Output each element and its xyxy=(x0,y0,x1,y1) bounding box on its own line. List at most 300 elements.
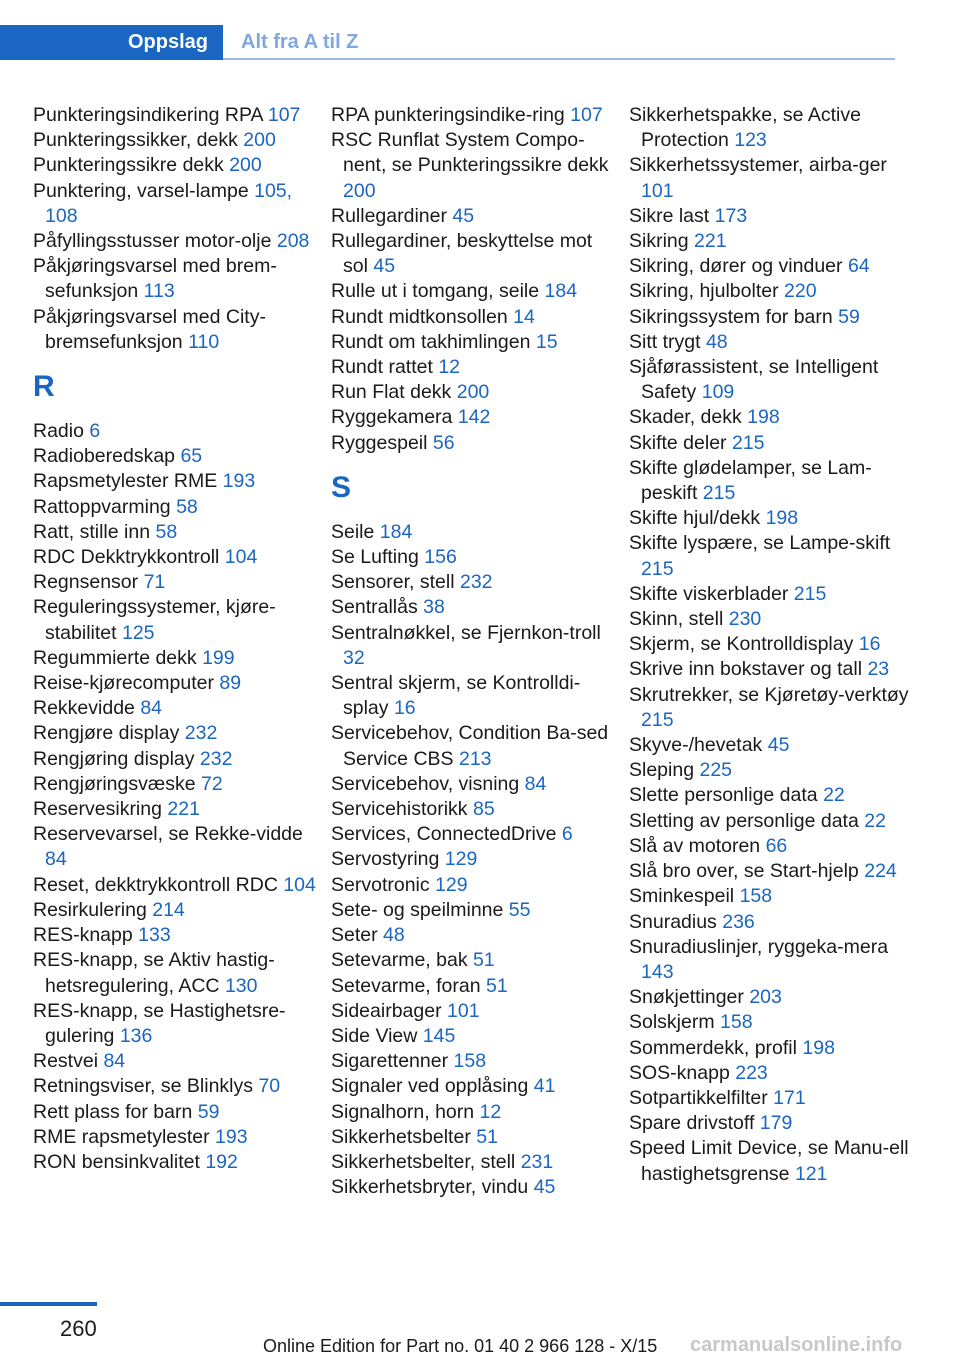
index-entry-page-link[interactable]: 192 xyxy=(205,1150,238,1173)
index-entry-page-link[interactable]: 101 xyxy=(447,999,480,1022)
index-entry-term: RES-knapp, se Aktiv hastig-hetsregulering, ACC xyxy=(33,949,275,997)
index-entry xyxy=(33,520,318,545)
index-entry xyxy=(331,873,616,898)
index-entry-term: Sikkerhetsbryter, vindu xyxy=(331,1176,529,1199)
index-entry xyxy=(331,1049,616,1074)
index-entry-page-link[interactable]: 221 xyxy=(694,230,727,253)
index-section-letter: S xyxy=(331,470,352,504)
index-entry-page-link[interactable]: 224 xyxy=(864,860,897,883)
index-entry xyxy=(629,607,919,632)
index-entry xyxy=(331,822,616,847)
index-entry-page-link[interactable]: 109 xyxy=(701,381,735,404)
index-entry xyxy=(331,1175,616,1200)
index-entry-page-link[interactable]: 16 xyxy=(393,697,416,720)
index-entry-term: Speed Limit Device, se Manu-ell hastighetsgrense xyxy=(629,1137,909,1185)
index-entry xyxy=(629,683,919,733)
index-entry-term: Rengjøring display xyxy=(33,747,195,770)
index-entry xyxy=(331,797,616,822)
index-entry-page-link[interactable]: 214 xyxy=(152,898,185,921)
index-entry-term: Sjåførassistent, se Intelligent Safety xyxy=(629,356,879,404)
index-entry-term: Run Flat dekk xyxy=(331,381,452,404)
index-entry xyxy=(33,254,318,304)
index-entry-page-link[interactable]: 71 xyxy=(143,571,166,594)
index-entry-page-link[interactable]: 133 xyxy=(138,924,171,947)
index-entry xyxy=(629,1036,919,1061)
index-entry-term: Sigarettenner xyxy=(331,1050,449,1073)
index-entry xyxy=(33,747,318,772)
index-entry xyxy=(331,1100,616,1125)
index-entry xyxy=(629,1111,919,1136)
index-entry-term: Reset, dekktrykkontroll RDC xyxy=(33,873,278,896)
index-entry-term: Servotronic xyxy=(331,873,430,896)
index-entry-term: Slå bro over, se Start-hjelp xyxy=(629,860,859,883)
index-entry-page-link[interactable]: 107 xyxy=(267,104,301,126)
index-entry-page-link[interactable]: 22 xyxy=(864,809,886,832)
index-entry-term: Rett plass for barn xyxy=(33,1100,193,1123)
index-entry-page-link[interactable]: 6 xyxy=(561,823,573,846)
index-entry-page-link[interactable]: 200 xyxy=(243,129,276,152)
index-entry xyxy=(629,103,919,153)
index-entry-page-link[interactable]: 12 xyxy=(438,356,461,379)
index-entry-page-link[interactable]: 225 xyxy=(699,759,733,782)
index-entry-term: Rattoppvarming xyxy=(33,495,171,518)
index-entry-term: Rapsmetylester RME xyxy=(33,470,218,493)
index-entry-term: Sentral skjerm, se Kontrolldi-splay xyxy=(331,672,581,720)
index-entry-term: Sentrallås xyxy=(331,596,418,619)
index-entry xyxy=(331,974,616,999)
index-entry-page-link[interactable]: 65 xyxy=(180,445,203,468)
index-entry-term: Sideairbager xyxy=(331,999,442,1022)
index-entry-page-link[interactable]: 184 xyxy=(379,520,413,543)
index-entry xyxy=(629,456,919,506)
index-entry xyxy=(331,330,616,355)
index-entry-term: Signalhorn, horn xyxy=(331,1100,475,1123)
index-entry-term: Servicebehov, visning xyxy=(331,772,520,795)
index-entry-page-link[interactable]: 145 xyxy=(422,1024,456,1047)
index-entry-page-link[interactable]: 59 xyxy=(838,305,860,328)
index-entry-page-link[interactable]: 84 xyxy=(103,1050,126,1073)
index-entry-page-link[interactable]: 179 xyxy=(759,1112,793,1135)
index-entry-term: Påfyllingsstusser motor-olje xyxy=(33,230,272,253)
index-entry xyxy=(33,103,318,128)
index-entry-term: Rengjøre display xyxy=(33,722,180,745)
index-entry-term: Sikring xyxy=(629,230,689,253)
index-entry-page-link[interactable]: 198 xyxy=(765,507,799,530)
index-entry-page-link[interactable]: 203 xyxy=(749,986,782,1009)
index-entry-page-link[interactable]: 158 xyxy=(453,1050,487,1073)
index-entry xyxy=(33,469,318,494)
index-entry-term: Radio xyxy=(33,420,84,443)
index-entry xyxy=(629,1086,919,1111)
index-entry xyxy=(629,254,919,279)
index-entry-term: Servicehistorikk xyxy=(331,798,468,821)
page-number: 260 xyxy=(60,1316,97,1341)
index-entry-term: Sikring, hjulbolter xyxy=(629,280,779,303)
index-entry-page-link[interactable]: 121 xyxy=(794,1162,828,1185)
watermark: carmanualsonline.info xyxy=(690,1334,903,1356)
index-entry xyxy=(33,797,318,822)
index-entry-term: Rundt om takhimlingen xyxy=(331,330,531,353)
index-entry xyxy=(331,520,616,545)
index-entry xyxy=(629,935,919,985)
index-entry-page-link[interactable]: 66 xyxy=(765,834,788,857)
tab-alt-fra-a-til-z-label: Alt fra A til Z xyxy=(241,31,359,53)
index-entry-page-link[interactable]: 173 xyxy=(714,204,748,227)
index-entry-page-link[interactable]: 200 xyxy=(456,381,490,404)
index-entry-page-link[interactable]: 84 xyxy=(45,848,67,871)
index-entry xyxy=(33,1150,318,1175)
index-entry-term: Resirkulering xyxy=(33,898,147,921)
index-entry-term: Reguleringssystemer, kjøre-stabilitet xyxy=(33,596,276,644)
index-entry xyxy=(629,859,919,884)
index-entry-page-link[interactable]: 48 xyxy=(705,330,728,353)
index-entry-term: Snøkjettinger xyxy=(629,986,744,1009)
index-entry-term: Sletting av personlige data xyxy=(629,809,859,832)
index-entry-page-link[interactable]: 193 xyxy=(222,470,256,493)
index-entry-term: Setevarme, foran xyxy=(331,974,481,997)
index-entry xyxy=(629,783,919,808)
index-entry xyxy=(629,758,919,783)
index-entry-page-link[interactable]: 64 xyxy=(847,255,870,278)
index-entry-term: Sikkerhetsbelter xyxy=(331,1125,471,1148)
index-entry-term: Rullegardiner, beskyttelse mot sol xyxy=(331,230,593,278)
index-entry-term: Rundt rattet xyxy=(331,356,433,379)
index-entry-page-link[interactable]: 41 xyxy=(533,1075,556,1098)
index-entry-term: Snuradius xyxy=(629,910,717,933)
index-column-3 xyxy=(629,103,919,1187)
index-entry xyxy=(33,545,318,570)
index-entry-term: Spare drivstoff xyxy=(629,1112,755,1135)
index-entry xyxy=(629,153,919,203)
index-entry-term: Punkteringsindikering RPA xyxy=(33,104,263,126)
footer-divider xyxy=(0,1302,97,1306)
index-entry-term: RDC Dekktrykkontroll xyxy=(33,546,220,569)
index-entry-term: Sleping xyxy=(629,759,695,782)
index-entry xyxy=(331,1024,616,1049)
index-entry-page-link[interactable]: 223 xyxy=(735,1061,768,1084)
index-entry-page-link[interactable]: 136 xyxy=(119,1024,153,1047)
index-entry xyxy=(331,204,616,229)
index-entry xyxy=(331,898,616,923)
index-entry-page-link[interactable]: 45 xyxy=(452,204,475,227)
index-entry-page-link[interactable]: 215 xyxy=(731,431,765,454)
index-entry-page-link[interactable]: 213 xyxy=(458,747,492,770)
index-entry-page-link[interactable]: 72 xyxy=(200,772,223,795)
index-entry-term: Sete- og speilminne xyxy=(331,898,504,921)
index-entry-term: Påkjøringsvarsel med brem-sefunksjon xyxy=(33,255,277,303)
index-entry-page-link[interactable]: 220 xyxy=(784,280,817,303)
index-entry-term: Skjerm, se Kontrolldisplay xyxy=(629,633,854,656)
index-entry-page-link[interactable]: 198 xyxy=(802,1036,835,1059)
index-entry xyxy=(331,229,616,279)
index-entry-page-link[interactable]: 236 xyxy=(722,910,755,933)
index-entry xyxy=(331,355,616,380)
index-entry-page-link[interactable]: 51 xyxy=(476,1125,498,1148)
index-entry-page-link[interactable]: 59 xyxy=(197,1100,220,1123)
index-section-letter: R xyxy=(33,370,55,404)
index-entry-page-link[interactable]: 200 xyxy=(343,179,376,202)
index-entry xyxy=(33,822,318,872)
index-entry-term: Skifte hjul/dekk xyxy=(629,507,761,530)
index-entry xyxy=(629,809,919,834)
index-entry xyxy=(331,621,616,671)
index-entry-page-link[interactable]: 104 xyxy=(224,546,258,569)
index-entry-term: Restvei xyxy=(33,1050,99,1073)
index-entry-page-link[interactable]: 158 xyxy=(739,885,773,908)
tab-alt-fra-a-til-z[interactable] xyxy=(223,25,895,60)
index-entry xyxy=(629,657,919,682)
index-entry-term: Rulle ut i tomgang, seile xyxy=(331,280,540,303)
index-entry-page-link[interactable]: 51 xyxy=(473,949,495,972)
index-entry xyxy=(33,128,318,153)
index-entry-page-link[interactable]: 12 xyxy=(479,1100,502,1123)
index-entry-page-link[interactable]: 129 xyxy=(444,848,478,871)
index-entry-term: Rengjøringsvæske xyxy=(33,772,196,795)
index-entry xyxy=(33,570,318,595)
index-entry xyxy=(33,305,318,355)
index-entry-term: RON bensinkvalitet xyxy=(33,1150,200,1173)
index-entry xyxy=(331,570,616,595)
index-entry xyxy=(331,948,616,973)
index-entry-page-link[interactable]: 48 xyxy=(383,924,405,947)
index-entry-page-link[interactable]: 221 xyxy=(167,798,200,821)
index-entry-term: Rullegardiner xyxy=(331,204,447,227)
index-entry-term: Skifte viskerblader xyxy=(629,582,789,605)
index-entry-term: Side View xyxy=(331,1024,418,1047)
index-entry xyxy=(33,229,318,254)
index-entry-term: Sotpartikkelfilter xyxy=(629,1086,768,1109)
index-entry xyxy=(331,1150,616,1175)
index-entry-term: Punkteringssikker, dekk xyxy=(33,129,238,152)
index-entry-term: Sitt trygt xyxy=(629,330,701,353)
index-entry-term: Regnsensor xyxy=(33,571,139,594)
tab-oppslag[interactable] xyxy=(0,25,223,60)
index-entry xyxy=(33,873,318,898)
index-entry-page-link[interactable]: 142 xyxy=(457,406,491,429)
index-entry xyxy=(33,1049,318,1074)
index-entry-page-link[interactable]: 231 xyxy=(520,1150,554,1173)
index-entry-page-link[interactable]: 107 xyxy=(570,104,603,126)
index-entry-page-link[interactable]: 51 xyxy=(486,974,508,997)
index-entry xyxy=(629,985,919,1010)
index-entry-page-link[interactable]: 101 xyxy=(641,179,674,202)
index-entry-page-link[interactable]: 230 xyxy=(728,608,762,631)
index-entry xyxy=(629,582,919,607)
index-entry-term: Ryggekamera xyxy=(331,406,453,429)
index-entry-term: Services, ConnectedDrive xyxy=(331,823,557,846)
index-entry-term: Reservesikring xyxy=(33,798,162,821)
index-entry xyxy=(629,632,919,657)
index-entry xyxy=(331,431,616,456)
index-entry xyxy=(629,305,919,330)
index-entry-page-link[interactable]: 200 xyxy=(229,154,262,177)
index-entry-term: Slå av motoren xyxy=(629,834,761,857)
index-entry xyxy=(33,671,318,696)
index-entry-page-link[interactable]: 15 xyxy=(535,330,558,353)
index-entry-page-link[interactable]: 32 xyxy=(343,646,365,669)
index-entry xyxy=(629,506,919,531)
index-entry xyxy=(331,721,616,771)
index-entry-page-link[interactable]: 105, 108 xyxy=(45,179,293,227)
index-entry-page-link[interactable]: 45 xyxy=(533,1176,556,1199)
index-entry-term: Sommerdekk, profil xyxy=(629,1036,797,1059)
index-entry-page-link[interactable]: 171 xyxy=(773,1086,806,1109)
index-entry-term: Skifte lyspære, se Lampe-skift xyxy=(629,532,891,555)
index-entry-term: Seile xyxy=(331,520,375,543)
index-entry-page-link[interactable]: 215 xyxy=(793,582,827,605)
index-entry-term: Sikre last xyxy=(629,204,710,227)
index-entry xyxy=(33,696,318,721)
index-entry xyxy=(629,355,919,405)
index-entry-term: RSC Runflat System Compo-nent, se Punkteringssikre dekk xyxy=(331,129,609,177)
index-entry-page-link[interactable]: 58 xyxy=(155,520,178,543)
index-entry-term: Ryggespeil xyxy=(331,431,428,454)
index-entry-term: RES-knapp xyxy=(33,924,133,947)
index-entry xyxy=(629,431,919,456)
index-entry-page-link[interactable]: 130 xyxy=(224,974,258,997)
index-entry xyxy=(629,405,919,430)
index-entry xyxy=(331,595,616,620)
index-entry-term: Sikkerhetssystemer, airba-ger xyxy=(629,154,887,177)
index-entry-term: Påkjøringsvarsel med City-bremsefunksjon xyxy=(33,305,266,353)
index-entry xyxy=(629,204,919,229)
index-entry xyxy=(33,948,318,998)
index-entry-page-link[interactable]: 193 xyxy=(215,1125,248,1148)
index-entry-page-link[interactable]: 199 xyxy=(202,646,235,669)
index-entry xyxy=(331,1074,616,1099)
index-entry xyxy=(331,923,616,948)
index-entry xyxy=(331,103,616,128)
index-column-2 xyxy=(331,103,616,1200)
index-entry-term: Sentralnøkkel, se Fjernkon-troll xyxy=(331,621,601,644)
index-entry xyxy=(331,999,616,1024)
index-entry-page-link[interactable]: 16 xyxy=(858,633,881,656)
index-entry xyxy=(33,646,318,671)
index-entry xyxy=(629,1136,919,1186)
index-entry xyxy=(629,834,919,859)
index-entry-page-link[interactable]: 198 xyxy=(747,406,780,429)
index-entry xyxy=(33,595,318,645)
index-entry-page-link[interactable]: 123 xyxy=(734,129,767,152)
index-entry-page-link[interactable]: 22 xyxy=(823,784,845,807)
index-entry xyxy=(33,923,318,948)
index-entry xyxy=(331,671,616,721)
index-entry xyxy=(629,884,919,909)
index-entry-page-link[interactable]: 85 xyxy=(472,798,495,821)
index-entry-page-link[interactable]: 14 xyxy=(513,305,535,328)
index-entry xyxy=(331,847,616,872)
index-entry-term: Sensorer, stell xyxy=(331,571,455,594)
index-entry-term: Radioberedskap xyxy=(33,445,176,468)
index-entry xyxy=(33,1074,318,1099)
index-entry xyxy=(331,380,616,405)
index-entry xyxy=(629,229,919,254)
index-entry-page-link[interactable]: 55 xyxy=(508,898,531,921)
index-entry-page-link[interactable]: 56 xyxy=(432,431,455,454)
index-entry-term: Rekkevidde xyxy=(33,697,135,720)
index-entry-page-link[interactable]: 184 xyxy=(544,280,578,303)
index-entry-page-link[interactable]: 156 xyxy=(424,546,457,569)
index-entry-term: Sikring, dører og vinduer xyxy=(629,255,843,278)
index-entry-term: Rundt midtkonsollen xyxy=(331,305,508,328)
index-entry-page-link[interactable]: 215 xyxy=(702,482,736,505)
index-entry-term: Punktering, varsel-lampe xyxy=(33,179,249,202)
index-entry xyxy=(629,1061,919,1086)
index-entry-page-link[interactable]: 84 xyxy=(140,697,163,720)
index-entry xyxy=(629,279,919,304)
index-entry xyxy=(33,153,318,178)
index-entry-term: Regummierte dekk xyxy=(33,646,197,669)
index-entry xyxy=(331,128,616,204)
edition-note: Online Edition for Part no. 01 40 2 966 128 - X/15 xyxy=(263,1336,658,1356)
index-entry-page-link[interactable]: 215 xyxy=(641,708,674,731)
index-entry-page-link[interactable]: 84 xyxy=(524,772,547,795)
index-entry-page-link[interactable]: 23 xyxy=(867,658,890,681)
index-entry xyxy=(629,733,919,758)
index-entry-term: Retningsviser, se Blinklys xyxy=(33,1075,254,1098)
index-entry xyxy=(33,1100,318,1125)
index-entry-term: Sikringssystem for barn xyxy=(629,305,833,328)
index-entry-page-link[interactable]: 113 xyxy=(143,280,175,303)
index-entry-term: Skader, dekk xyxy=(629,406,742,429)
index-column-1 xyxy=(33,103,318,1175)
index-entry-term: RME rapsmetylester xyxy=(33,1125,210,1148)
index-entry xyxy=(629,531,919,581)
index-entry-term: Servostyring xyxy=(331,848,440,871)
index-entry-term: Skifte glødelamper, se Lam-peskift xyxy=(629,456,872,505)
index-entry-term: Skinn, stell xyxy=(629,608,724,631)
index-entry-term: Setevarme, bak xyxy=(331,949,468,972)
index-entry-page-link[interactable]: 208 xyxy=(276,230,310,253)
index-entry-page-link[interactable]: 45 xyxy=(767,734,790,757)
index-entry-page-link[interactable]: 38 xyxy=(423,596,445,619)
index-entry-term: Sikkerhetsbelter, stell xyxy=(331,1150,516,1173)
page-header xyxy=(0,0,895,62)
index-entry-page-link[interactable]: 232 xyxy=(184,722,218,745)
index-entry xyxy=(33,179,318,229)
index-entry-term: Solskjerm xyxy=(629,1011,715,1034)
index-entry xyxy=(33,495,318,520)
index-entry-page-link[interactable]: 232 xyxy=(459,571,493,594)
index-entry-page-link[interactable]: 143 xyxy=(641,960,674,983)
index-entry-page-link[interactable]: 70 xyxy=(258,1075,281,1098)
index-entry xyxy=(33,898,318,923)
index-entry xyxy=(331,405,616,430)
index-entry xyxy=(331,279,616,304)
index-entry-page-link[interactable]: 58 xyxy=(176,495,198,518)
index-entry-term: RPA punkteringsindike-ring xyxy=(331,104,565,126)
index-entry-term: Seter xyxy=(331,924,378,947)
index-entry-page-link[interactable]: 129 xyxy=(435,873,468,896)
index-entry-page-link[interactable]: 6 xyxy=(89,420,101,443)
index-entry-term: Slette personlige data xyxy=(629,784,818,807)
index-entry-page-link[interactable]: 125 xyxy=(121,621,155,644)
index-entry-page-link[interactable]: 215 xyxy=(641,557,674,580)
index-entry xyxy=(331,1125,616,1150)
index-entry-page-link[interactable]: 232 xyxy=(199,747,233,770)
index-entry xyxy=(33,721,318,746)
index-entry xyxy=(331,772,616,797)
index-entry xyxy=(33,444,318,469)
header-divider xyxy=(223,58,895,60)
index-entry xyxy=(33,419,318,444)
index-entry-page-link[interactable]: 110 xyxy=(188,330,220,353)
index-entry-page-link[interactable]: 89 xyxy=(219,672,242,695)
index-entry-page-link[interactable]: 45 xyxy=(373,255,396,278)
index-entry-term: Sminkespeil xyxy=(629,885,735,908)
index-entry-page-link[interactable]: 158 xyxy=(720,1011,753,1034)
index-entry-page-link[interactable]: 104 xyxy=(283,873,316,896)
